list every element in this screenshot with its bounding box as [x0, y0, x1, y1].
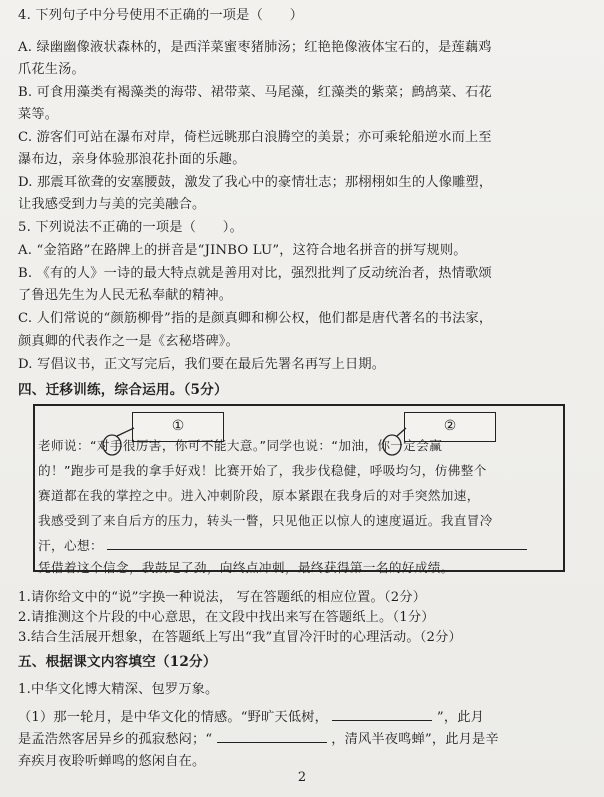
passage-thought-prefix: 汗，心想：	[38, 538, 103, 553]
q5-option-b: B. 《有的人》一诗的最大特点就是善用对比，强烈批判了反动统治者，热情歌颂	[18, 266, 492, 281]
fill-1-suffix: ”，此月	[436, 710, 484, 725]
passage-line-5	[38, 536, 558, 556]
passage-line-4: 我感受到了来自后方的压力，转头一瞥，只见他正以惊人的速度逼近。我直冒冷	[38, 513, 493, 528]
q4-option-d-cont: 让我感受到力与美的完美融合。	[18, 197, 206, 212]
q5-option-d: D. 写倡议书，正文写完后，我们要在最后先署名再写上日期。	[18, 357, 386, 372]
q4-option-c: C. 游客们可站在瀑布对岸，倚栏远眺那白浪腾空的美景；亦可乘轮船逆水而上至	[18, 130, 492, 145]
passage-line-3: 赛道都在我的掌控之中。进入冲刺阶段，原本紧跟在我身后的对手突然加速，	[38, 488, 480, 503]
section5-intro: 1.中华文化博大精深、包罗万象。	[18, 682, 219, 697]
section4-title: 四、迁移训练，综合运用。（5分）	[18, 382, 228, 398]
fill-1-prefix: （1）那一轮月，是中华文化的情感。“野旷天低树，	[18, 710, 329, 725]
task-3: 3.结合生活展开想象，在答题纸上写出“我”直冒冷汗时的心理活动。（2分）	[18, 630, 462, 645]
fill-blank-1[interactable]	[332, 720, 432, 721]
q4-option-b: B. 可食用藻类有褐藻类的海带、裙带菜、马尾藻，红藻类的紫菜；鹧鸪菜、石花	[18, 85, 492, 100]
section5-line-3: 弃疾月夜聆听蝉鸣的悠闲自在。	[18, 754, 206, 769]
q5-option-b-cont: 了鲁迅先生为人民无私奉献的精神。	[18, 288, 233, 303]
task-1: 1.请你给文中的“说”字换一种说法， 写在答题纸的相应位置。（2分）	[18, 590, 427, 605]
q4-option-a: A. 绿幽幽像液状森林的，是西洋菜蜜枣猪肺汤；红艳艳像液体宝石的，是莲藕鸡	[18, 40, 492, 55]
task-2: 2.请推测这个片段的中心意思，在文段中找出来写在答题纸上。（1分）	[18, 610, 435, 625]
section5-title: 五、根据课文内容填空（12分）	[18, 654, 217, 670]
passage-thought-blank[interactable]	[107, 549, 527, 550]
q4-option-d: D. 那震耳欲聋的安塞腰鼓，激发了我心中的豪情壮志；那栩栩如生的人像雕塑，	[18, 175, 493, 190]
fill-2-prefix: 是孟浩然客居异乡的孤寂愁闷；“	[18, 732, 213, 747]
fill-blank-2[interactable]	[217, 742, 327, 743]
passage-line-2: 的！”跑步可是我的拿手好戏！比赛开始了，我步伐稳健，呼吸均匀，仿佛整个	[38, 463, 487, 478]
q4-stem: 4. 下列句子中分号使用不正确的一项是（ ）	[18, 8, 304, 23]
q4-option-a-cont: 爪花生汤。	[18, 62, 85, 77]
q5-option-a: A. “金箔路”在路牌上的拼音是“JINBO LU”，这符合地名拼音的拼写规则。	[18, 243, 467, 258]
passage-line-6: 凭借着这个信念，我鼓足了劲，向终点冲刺，最终获得第一名的好成绩。	[38, 560, 454, 575]
q4-option-b-cont: 菜等。	[18, 107, 59, 122]
callout-2: ②	[404, 412, 496, 442]
fill-2-suffix: ，清风半夜鸣蝉”，此月是辛	[331, 732, 499, 747]
section5-line-2	[18, 730, 593, 750]
section5-line-1	[18, 708, 593, 728]
page-number: 2	[297, 770, 307, 785]
callout-1: ①	[132, 412, 224, 442]
q5-option-c: C. 人们常说的“颜筋柳骨”指的是颜真卿和柳公权，他们都是唐代著名的书法家，	[18, 311, 493, 326]
passage-line-1: 老师说：“对手很厉害，你可不能大意。”同学也说：“加油，你一定会赢	[38, 438, 443, 453]
q4-option-c-cont: 瀑布边，亲身体验那浪花扑面的乐趣。	[18, 152, 246, 167]
q5-option-c-cont: 颜真卿的代表作之一是《玄秘塔碑》。	[18, 334, 239, 349]
q5-stem: 5. 下列说法不正确的一项是（ ）。	[18, 220, 243, 235]
